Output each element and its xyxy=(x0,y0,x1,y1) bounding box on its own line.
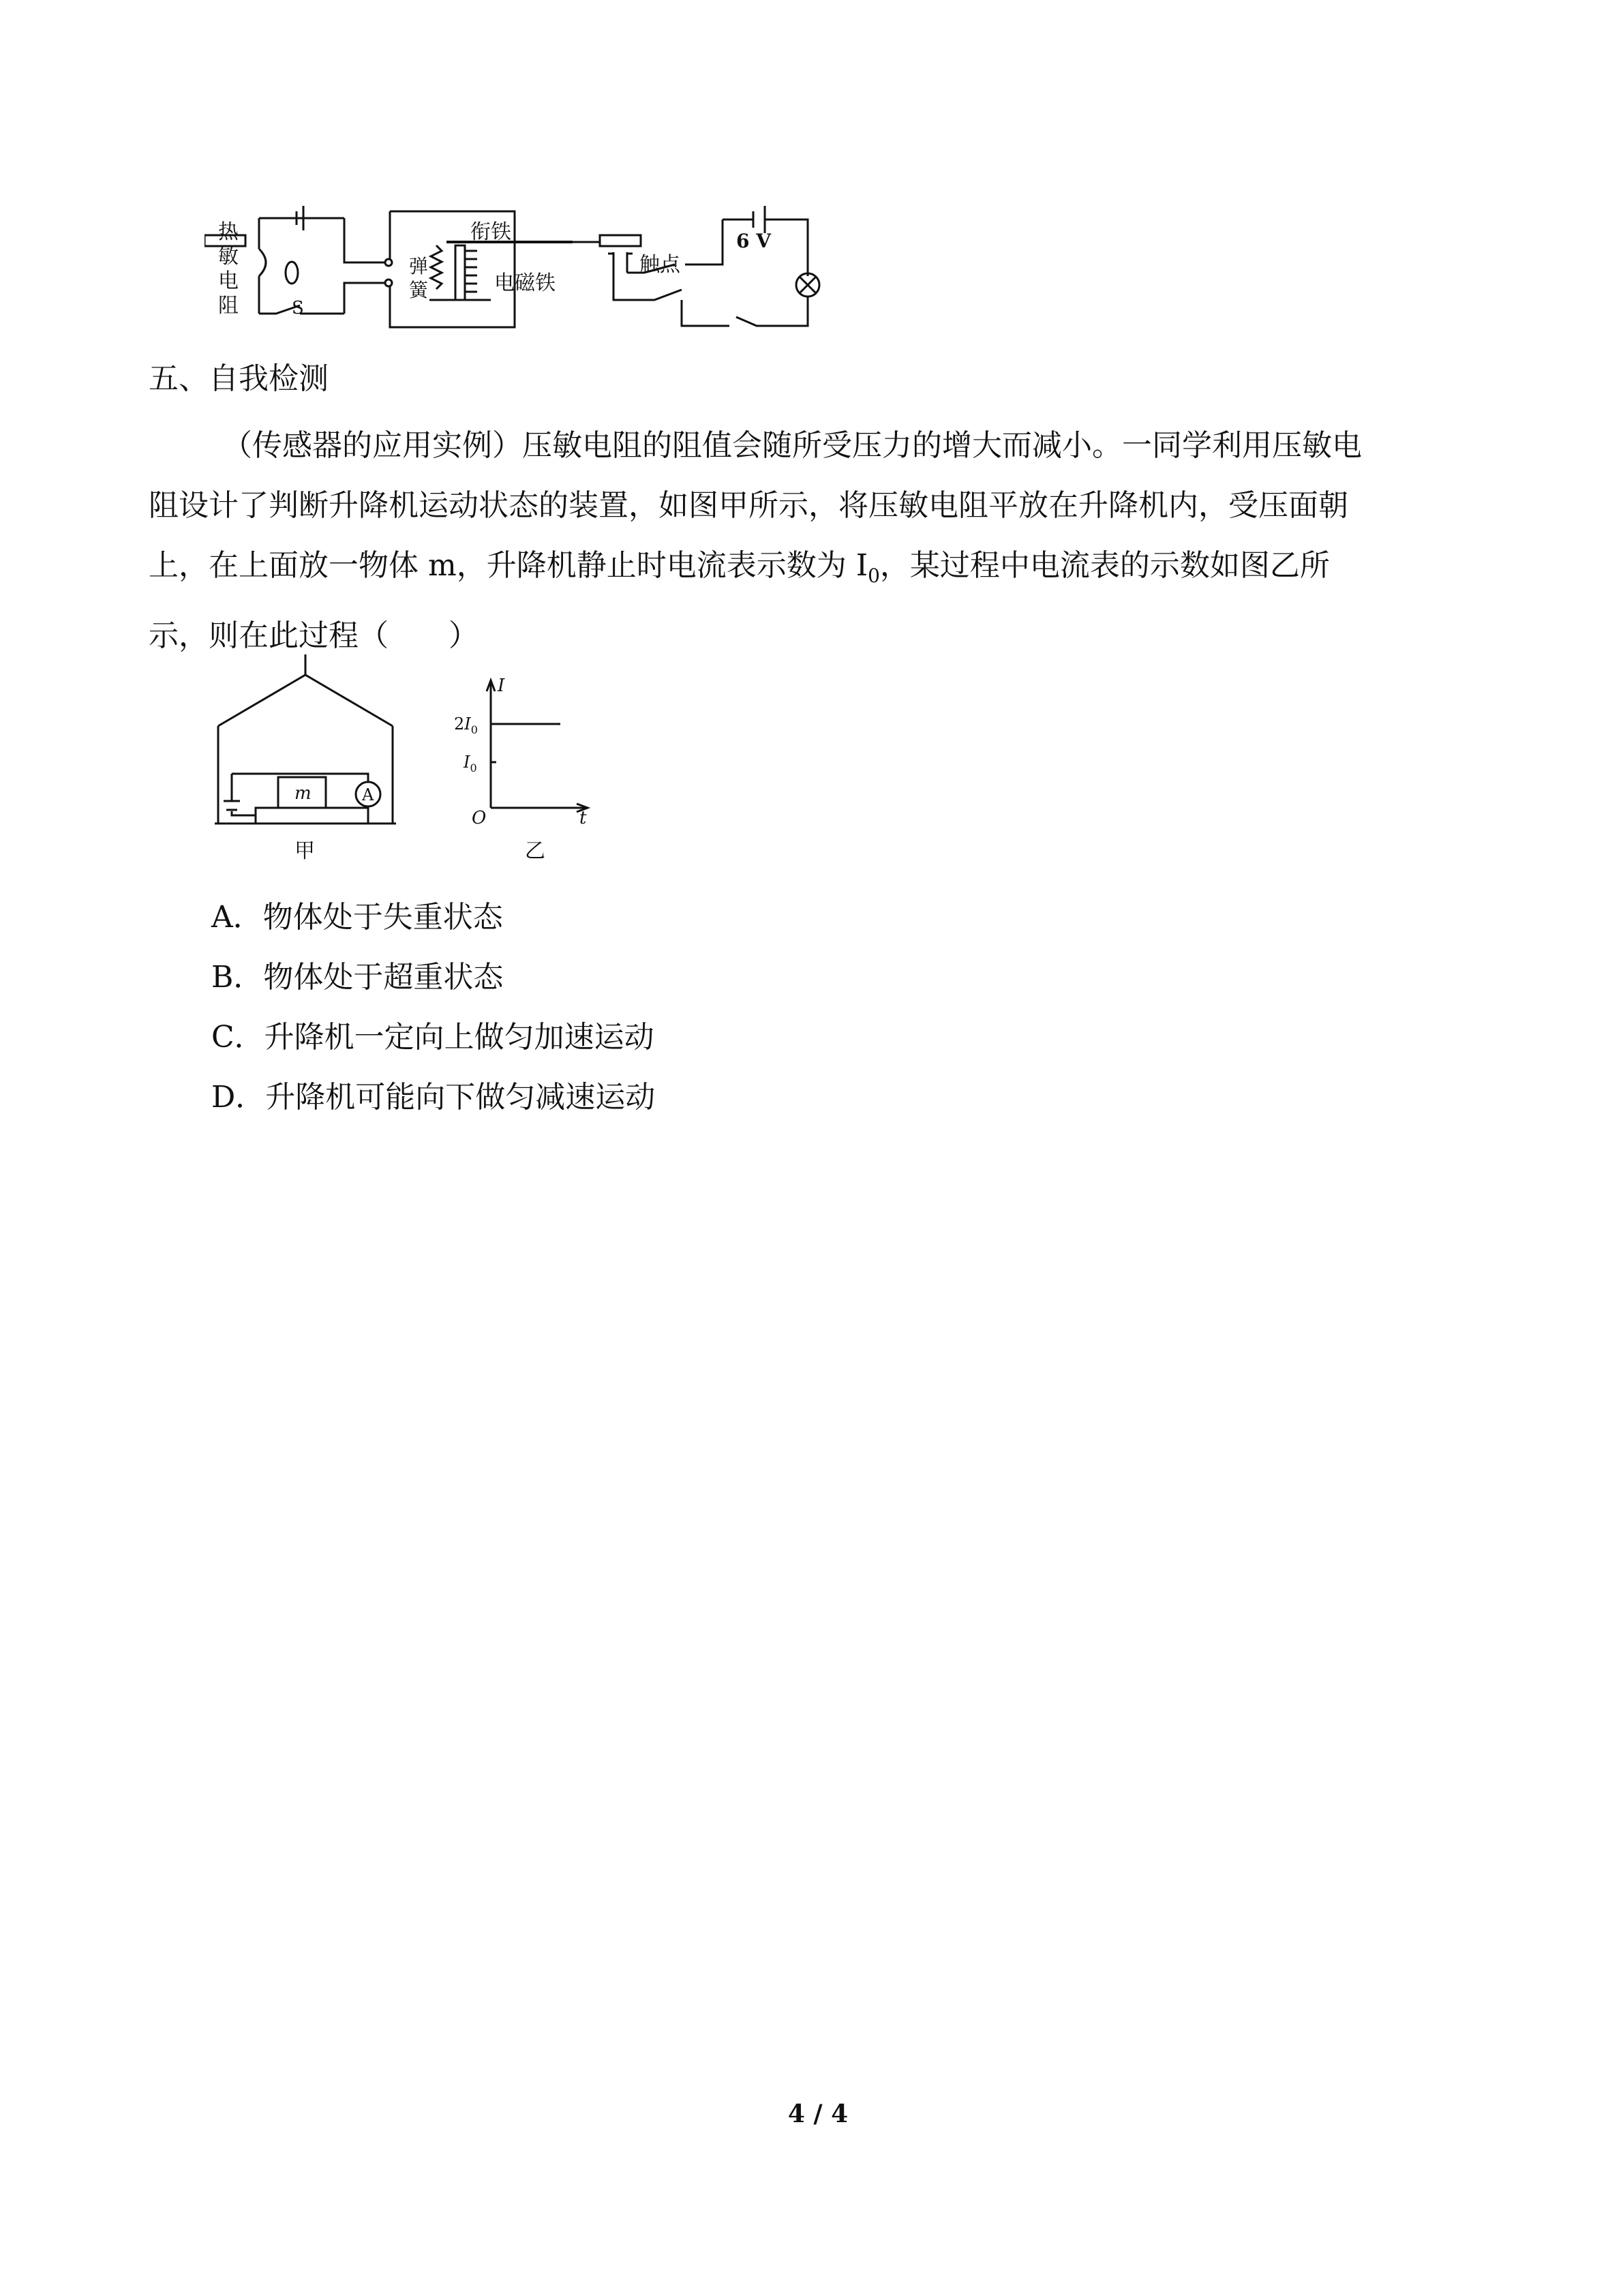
option-a-text: 物体处于失重状态 xyxy=(262,900,503,935)
section-title: 五、自我检测 xyxy=(149,361,329,396)
page-number: 4 / 4 xyxy=(787,2100,849,2128)
armature-label: 衔铁 xyxy=(470,220,511,244)
figure-jia-caption: 甲 xyxy=(294,839,315,863)
thermistor-label-2: 敏 xyxy=(218,245,239,269)
question-line-4: 示，则在此过程（ ） xyxy=(149,618,479,653)
tick-label-i0 xyxy=(463,753,477,774)
option-b-text: 物体处于超重状态 xyxy=(263,960,504,995)
electromagnet-label: 电磁铁 xyxy=(494,271,556,295)
y-axis-label: I xyxy=(498,676,505,696)
figure-yi-caption: 乙 xyxy=(525,839,545,863)
question-line-3-sub: 0 xyxy=(868,564,880,587)
tick-2i0-i: I xyxy=(464,714,471,734)
option-c-text: 升降机一定向上做匀加速运动 xyxy=(264,1020,654,1055)
tick-i0-i: I xyxy=(464,753,470,772)
option-c-letter: C． xyxy=(211,1020,264,1055)
tick-label-2i0 xyxy=(454,714,478,736)
question-line-3a: 上，在上面放一物体 m，升降机静止时电流表示数为 I xyxy=(149,548,868,583)
option-d-letter: D． xyxy=(211,1080,266,1115)
figure-yi-chart xyxy=(450,675,607,873)
option-d-text: 升降机可能向下做匀减速运动 xyxy=(265,1080,656,1115)
option-a xyxy=(211,893,503,942)
thermistor-label-1: 热 xyxy=(218,220,239,244)
spring-label-2: 簧 xyxy=(409,279,429,301)
switch-label: S xyxy=(292,298,304,318)
question-text xyxy=(149,416,1464,666)
figure-jia-elevator xyxy=(204,654,423,873)
contact-label: 触点 xyxy=(639,253,680,277)
tick-2i0-sub: 0 xyxy=(470,723,478,736)
thermistor-label-3: 电 xyxy=(218,269,239,293)
option-b-letter: B． xyxy=(211,960,264,995)
option-d xyxy=(211,1073,655,1122)
option-a-letter: A． xyxy=(211,900,263,935)
question-line-3b: ，某过程中电流表的示数如图乙所 xyxy=(879,548,1330,583)
origin-label: O xyxy=(472,808,487,828)
spring-label-1: 弹 xyxy=(409,255,429,277)
question-line-2: 阻设计了判断升降机运动状态的装置，如图甲所示，将压敏电阻平放在升降机内，受压面朝 xyxy=(149,488,1348,523)
voltage-label: 6 V xyxy=(736,230,771,252)
option-b xyxy=(211,953,503,1002)
x-axis-label: t xyxy=(579,808,587,828)
ammeter-label: A xyxy=(362,785,374,804)
option-c xyxy=(211,1013,654,1062)
tick-2i0-prefix: 2 xyxy=(454,714,465,734)
relay-circuit-diagram xyxy=(204,198,852,334)
tick-i0-sub: 0 xyxy=(470,761,477,774)
question-line-1: （传感器的应用实例）压敏电阻的阻值会随所受压力的增大而减小。一同学利用压敏电 xyxy=(222,428,1362,463)
mass-label: m xyxy=(294,783,312,804)
thermistor-label-4: 阻 xyxy=(218,294,239,318)
